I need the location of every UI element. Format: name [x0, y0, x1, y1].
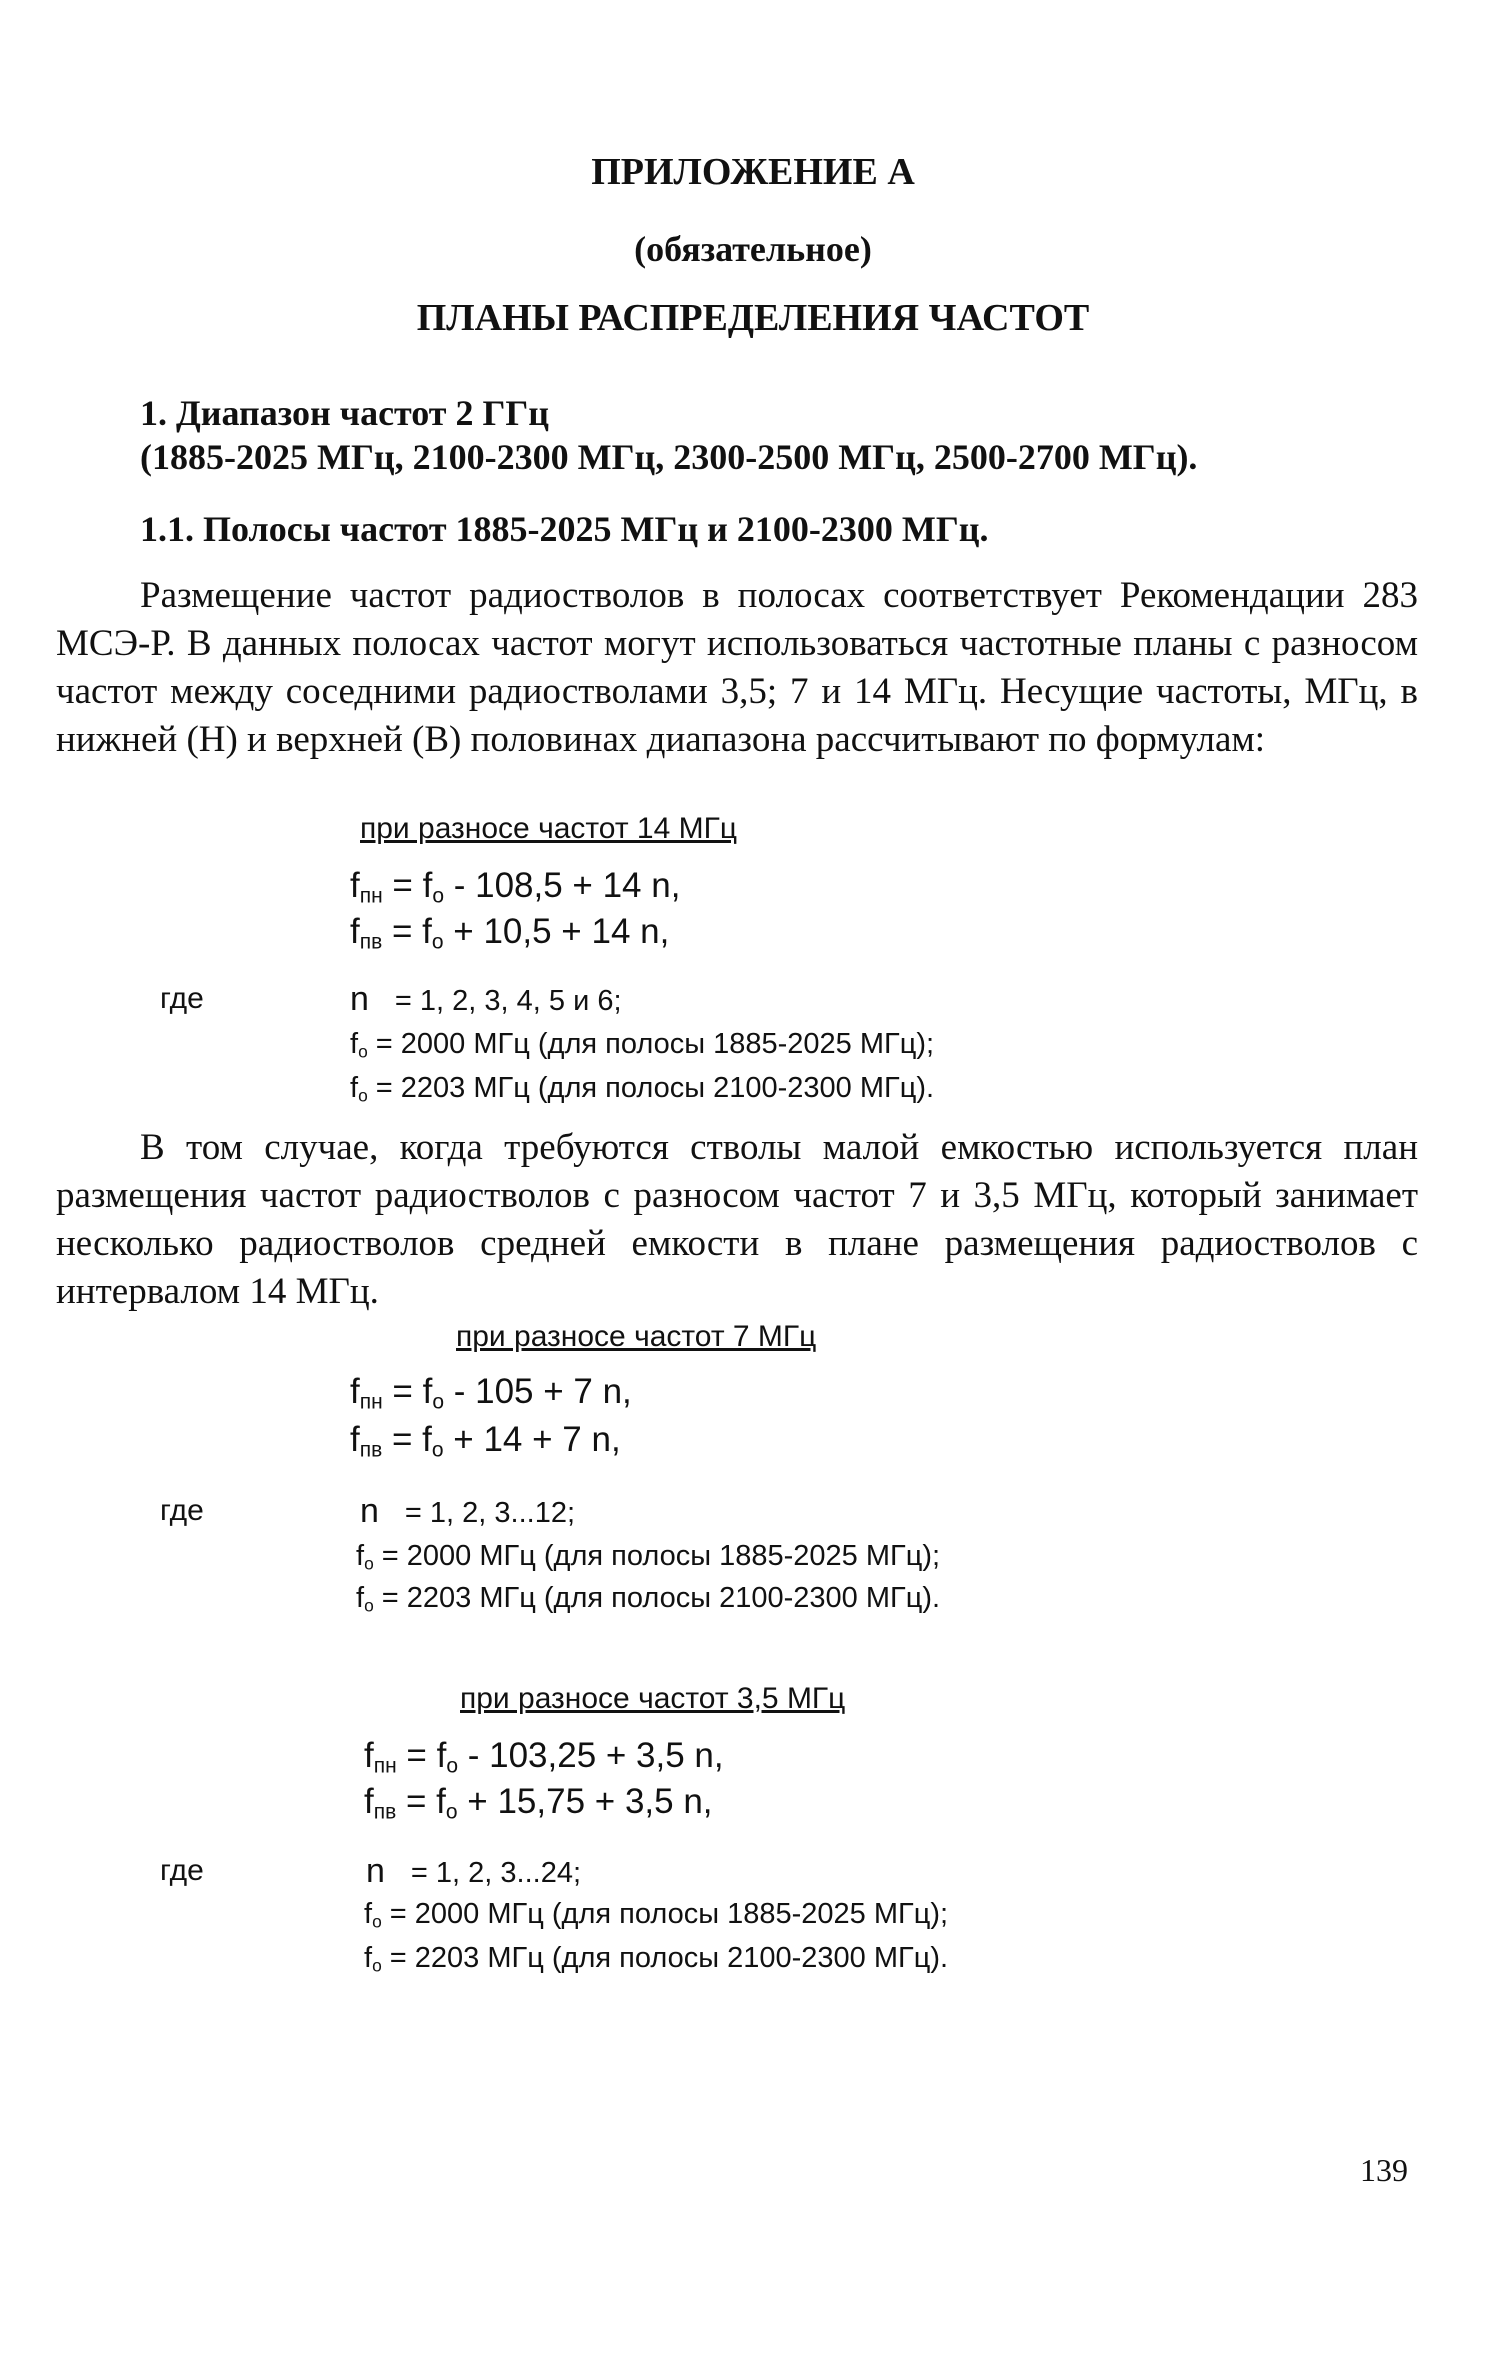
formula-7-title: при разносе частот 7 МГц	[456, 1320, 817, 1353]
formula-35-f0-b: $f_о = 2203$ МГц (для полосы 2100-2300 МГц).	[364, 1942, 949, 1976]
paragraph-low-capacity	[56, 1124, 1418, 1316]
section-1-1-title: 1.1. Полосы частот 1885-2025 МГц и 2100-2300 МГц.	[140, 509, 989, 549]
appendix-heading: ПРИЛОЖЕНИЕ А	[591, 151, 915, 193]
formula-35-high: $f_{пв} = f_о + 15,75 + 3,5$ n,	[364, 1782, 713, 1824]
where-label-14: где	[160, 982, 204, 1015]
section-1-bands: (1885-2025 МГц, 2100-2300 МГц, 2300-2500 МГц, 2500-2700 МГц).	[140, 437, 1198, 477]
appendix-title: ПЛАНЫ РАСПРЕДЕЛЕНИЯ ЧАСТОТ	[416, 297, 1090, 339]
section-1-title: 1. Диапазон частот 2 ГГц	[140, 393, 550, 433]
formula-14-f0-b: $f_о = 2203$ МГц (для полосы 2100-2300 МГц).	[350, 1072, 935, 1106]
formula-7-f0-a: $f_о = 2000$ МГц (для полосы 1885-2025 МГц);	[356, 1540, 941, 1574]
formula-14-low: $f_{пн} = f_о - 108,5 + 14$ n,	[350, 866, 681, 908]
where-label-7: где	[160, 1494, 204, 1527]
where-label-35: где	[160, 1854, 204, 1887]
formula-14-f0-a: $f_о = 2000$ МГц (для полосы 1885-2025 МГц);	[350, 1028, 935, 1062]
formula-14-title: при разносе частот 14 МГц	[360, 812, 738, 845]
formula-35-title: при разносе частот 3,5 МГц	[460, 1682, 846, 1715]
paragraph-intro	[56, 572, 1418, 764]
formula-7-n: n = 1, 2, 3...12;	[360, 1492, 576, 1530]
page-number: 139	[1360, 2152, 1408, 2188]
formula-35-f0-a: $f_о = 2000$ МГц (для полосы 1885-2025 МГц);	[364, 1898, 949, 1932]
formula-7-f0-b: $f_о = 2203$ МГц (для полосы 2100-2300 МГц).	[356, 1582, 941, 1616]
formula-14-n: n = 1, 2, 3, 4, 5 и 6;	[350, 980, 622, 1018]
formula-14-high: $f_{пв} = f_о + 10,5 + 14$ n,	[350, 912, 670, 954]
appendix-status: (обязательное)	[634, 229, 872, 269]
formula-7-high: $f_{пв} = f_о + 14 + 7$ n,	[350, 1420, 621, 1462]
formula-35-low: $f_{пн} = f_о - 103,25 + 3,5$ n,	[364, 1736, 724, 1778]
formula-35-n: n = 1, 2, 3...24;	[366, 1852, 582, 1890]
paragraph-low-capacity-text: В том случае, когда требуются стволы малой емкостью используется план размещения частот радиостволов с разносом частот 7 и 3,5 МГц, который занимает несколько радиостволов средней емкости в плане размещения радиостволов с интервалом 14 МГц.	[56, 1127, 1418, 1312]
formula-7-low: $f_{пн} = f_о - 105 + 7$ n,	[350, 1372, 632, 1414]
paragraph-intro-text: Размещение частот радиостволов в полосах соответствует Рекомендации 283 МСЭ-Р. В данных полосах частот могут использоваться частотные планы с разносом частот между соседними радиостволами 3,5; 7 и 14 МГц. Несущие частоты, МГц, в нижней (Н) и верхней (В) половинах диапазона рассчитывают по формулам:	[56, 575, 1418, 760]
